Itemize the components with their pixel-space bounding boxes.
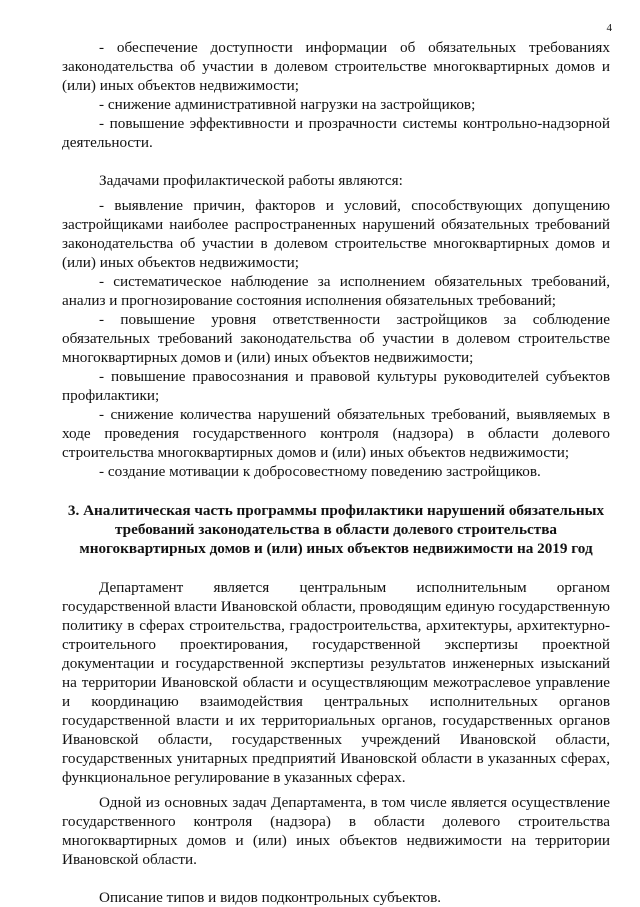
document-body [62,38,610,907]
task-item-6: - создание мотивации к добросовестному поведению застройщиков. [99,463,541,480]
intro-item-3: - повышение эффективности и прозрачности системы контрольно-надзорной деятельности. [62,115,610,151]
intro-item-2: - снижение административной нагрузки на застройщиков; [99,96,476,113]
task-item-4: - повышение правосознания и правовой культуры руководителей субъектов профилактики; [62,368,610,404]
section-heading: 3. Аналитическая часть программы профилактики нарушений обязательных требований законодательства в области долевого строительства многоквартирных домов и (или) иных объектов недвижимости на 2019 год [67,502,605,557]
tasks-title: Задачами профилактической работы являются: [99,172,403,189]
main-task-paragraph: Одной из основных задач Департамента, в том числе является осуществление государственного контроля (надзора) в области долевого строительства многоквартирных домов и (или) иных объектов недвижимости на территории Ивановской области. [62,794,610,868]
task-item-3: - повышение уровня ответственности застройщиков за соблюдение обязательных требований законодательства об участии в долевом строительстве многоквартирных домов и (или) иных объектов недвижимости; [62,311,610,366]
page-number: 4 [606,22,612,34]
task-item-1: - выявление причин, факторов и условий, способствующих допущению застройщиками наиболее распространенных нарушений обязательных требований законодательства об участии в долевом строительстве многоквартирных домов и (или) иных объектов недвижимости; [62,197,610,271]
department-paragraph: Департамент является центральным исполнительным органом государственной власти Ивановской области, проводящим единую государственную политику в сферах строительства, градостроительства, архитектуры, архитектурно-строительного проектирования, государственной экспертизы проектной документации и государственной экспертизы результатов инженерных изысканий на территории Ивановской области и осуществляющим межотраслевое управление и координацию взаимодействия центральных исполнительных органов государственной власти и их территориальных органов, государственных органов Ивановской области, государственных учреждений Ивановской области, государственных унитарных предприятий Ивановской области в указанных сферах, функциональное регулирование в указанных сферах. [62,579,610,786]
task-item-5: - снижение количества нарушений обязательных требований, выявляемых в ходе проведения государственного контроля (надзора) в области долевого строительства многоквартирных домов и (или) иных объектов недвижимости; [62,406,610,461]
intro-item-1: - обеспечение доступности информации об обязательных требованиях законодательства об участии в долевом строительстве многоквартирных домов и (или) иных объектов недвижимости; [62,39,610,94]
task-item-2: - систематическое наблюдение за исполнением обязательных требований, анализ и прогнозирование состояния исполнения обязательных требований; [62,273,610,309]
subjects-paragraph: Описание типов и видов подконтрольных субъектов. [99,889,442,906]
